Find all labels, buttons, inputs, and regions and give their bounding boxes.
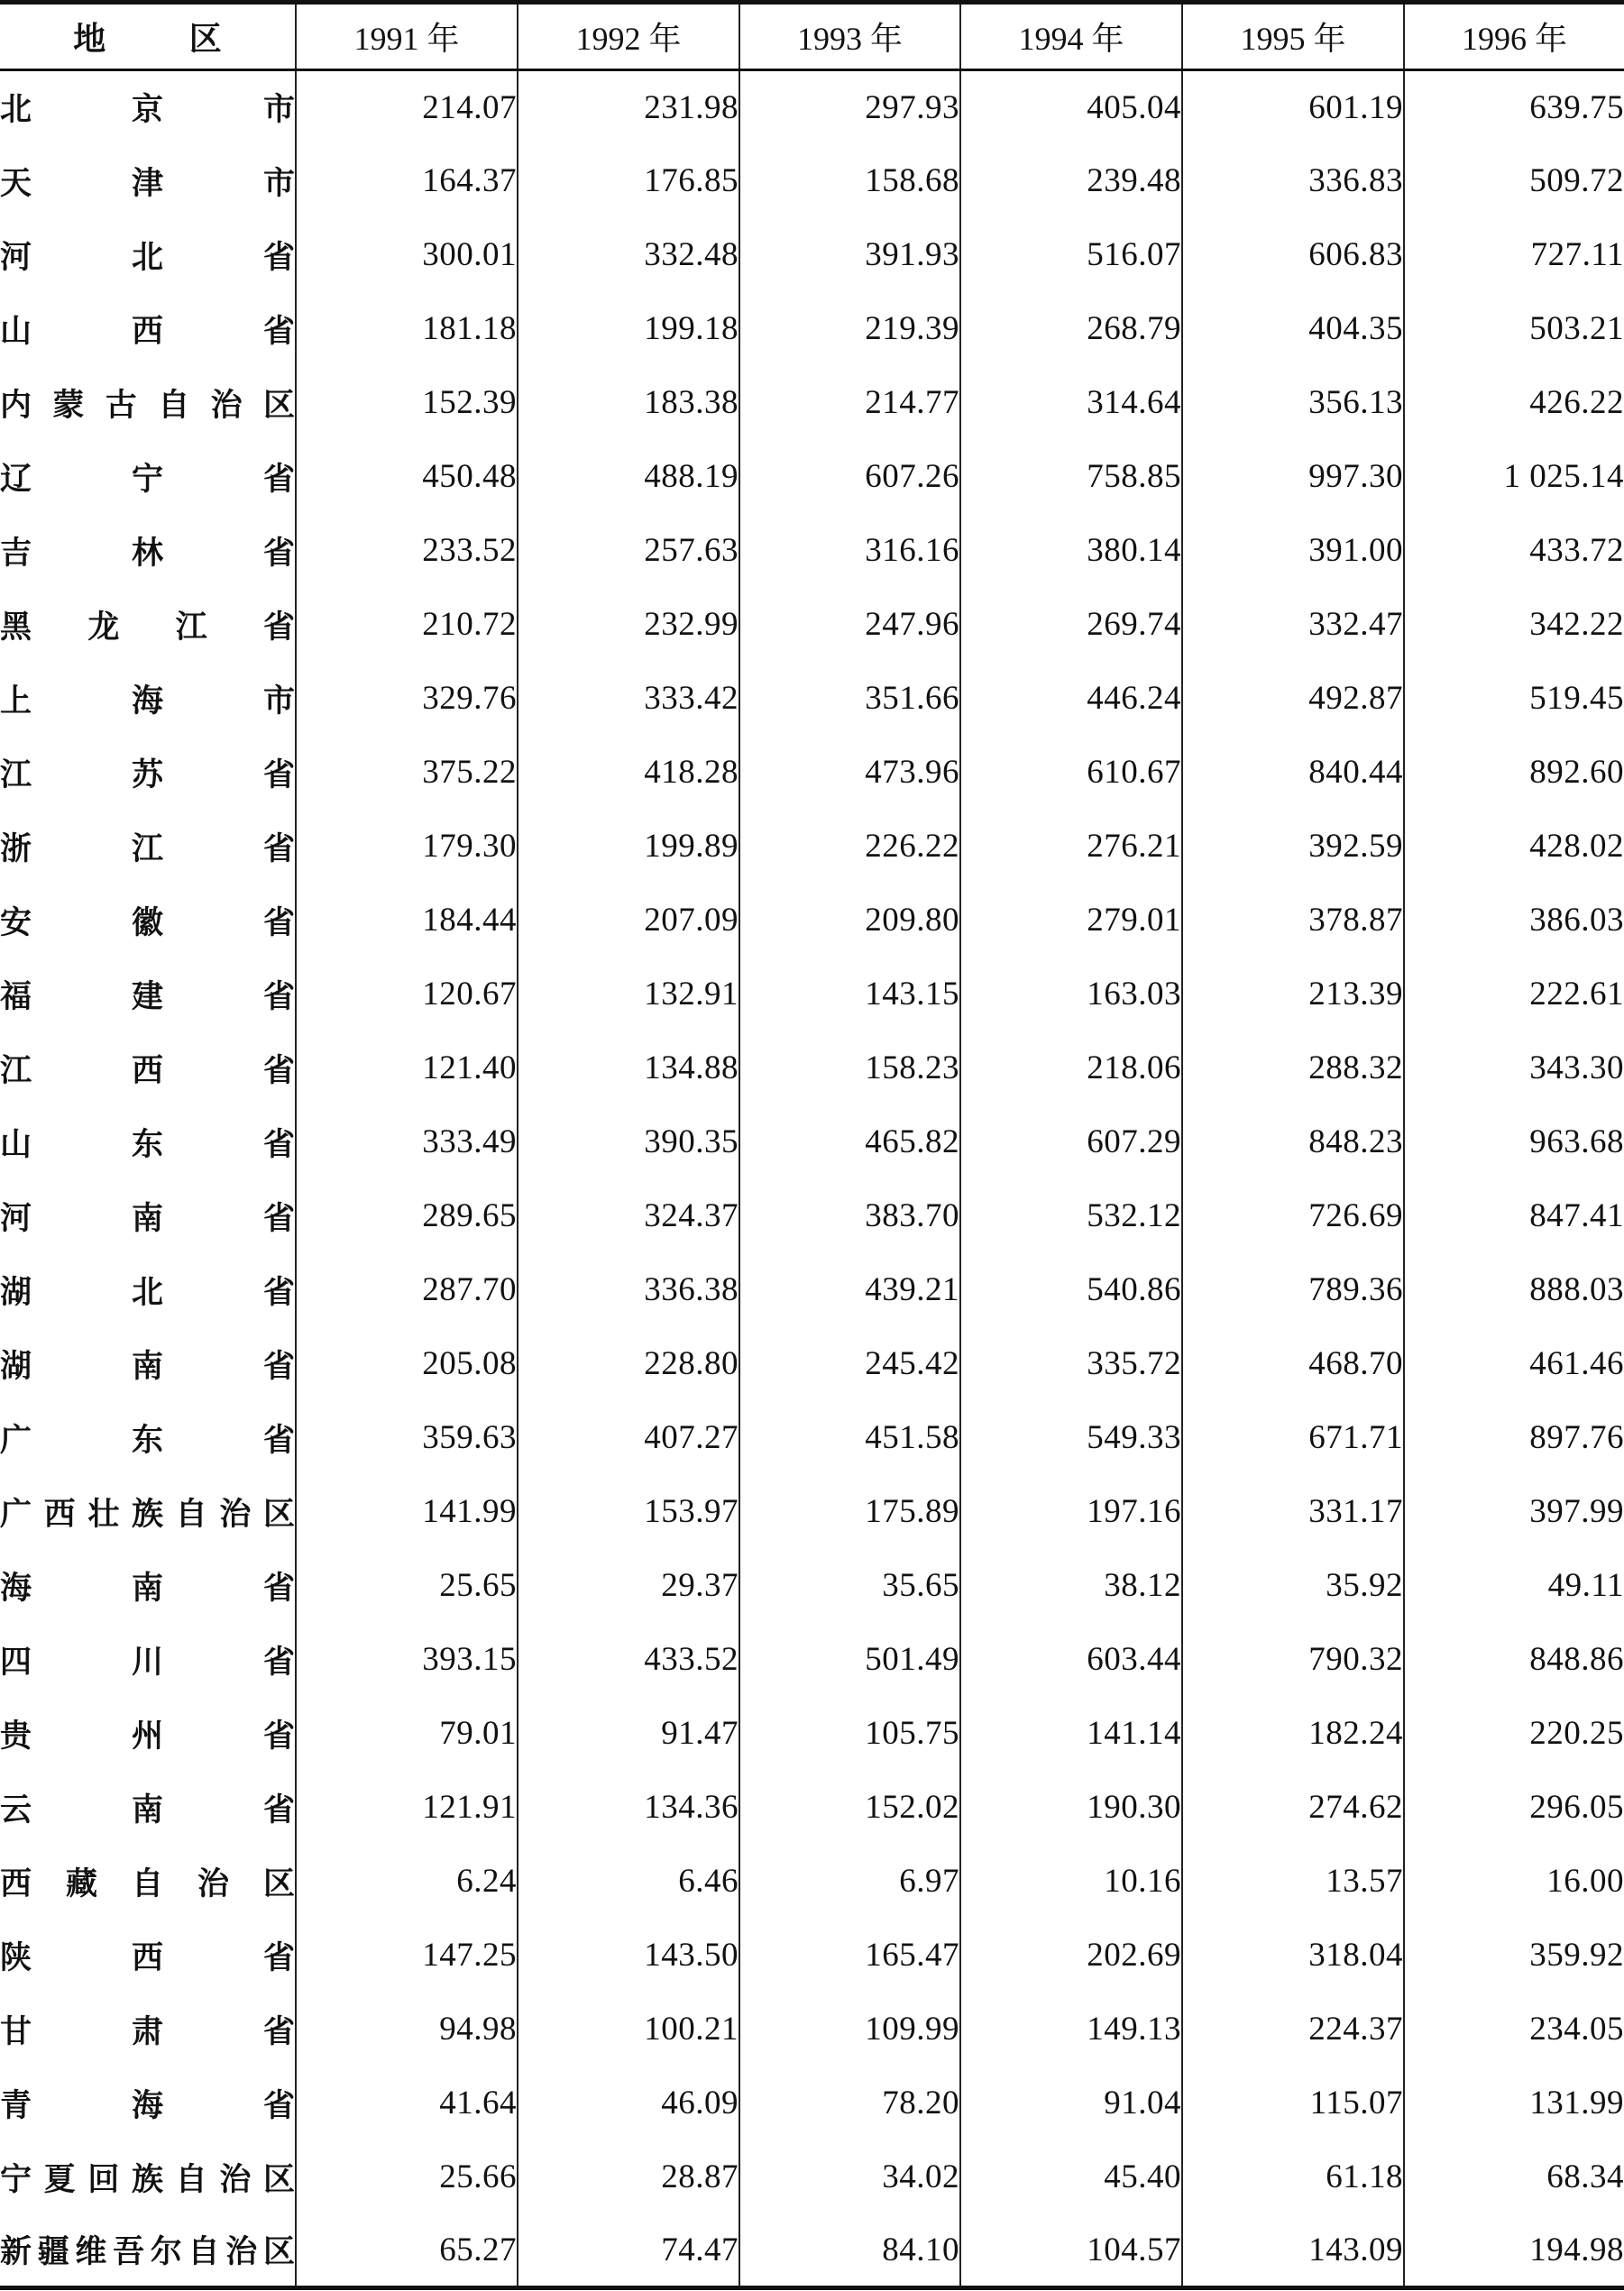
value-cell: 197.16 (960, 1475, 1182, 1549)
value-cell: 158.68 (739, 144, 960, 218)
region-cell: 辽宁省 (0, 461, 295, 498)
value-cell: 35.65 (739, 1549, 960, 1623)
value-cell: 540.86 (960, 1253, 1182, 1327)
value-cell: 143.09 (1182, 2214, 1404, 2288)
value-cell: 1 025.14 (1404, 440, 1624, 514)
table-row (0, 2140, 1624, 2214)
table-row (0, 662, 1624, 736)
table-row (0, 1031, 1624, 1105)
table-header (0, 3, 1624, 70)
value-cell: 336.83 (1182, 144, 1404, 218)
value-cell: 380.14 (960, 514, 1182, 588)
value-cell: 501.49 (739, 1623, 960, 1697)
table-row (0, 1401, 1624, 1475)
value-cell: 671.71 (1182, 1401, 1404, 1475)
header-cell-year: 1995 年 (1182, 3, 1404, 70)
region-cell: 新疆维吾尔自治区 (0, 2234, 295, 2271)
table-row (0, 1993, 1624, 2066)
value-cell: 391.00 (1182, 514, 1404, 588)
value-cell: 226.22 (739, 810, 960, 884)
value-cell: 390.35 (518, 1105, 739, 1179)
value-cell: 152.02 (739, 1771, 960, 1845)
value-cell: 639.75 (1404, 70, 1624, 144)
table-row (0, 1475, 1624, 1549)
value-cell: 165.47 (739, 1919, 960, 1993)
value-cell: 143.15 (739, 958, 960, 1031)
value-cell: 888.03 (1404, 1253, 1624, 1327)
table-row (0, 1845, 1624, 1919)
value-cell: 336.38 (518, 1253, 739, 1327)
table-row (0, 1179, 1624, 1253)
region-cell: 安徽省 (0, 904, 295, 941)
value-cell: 549.33 (960, 1401, 1182, 1475)
table-row (0, 70, 1624, 144)
region-cell: 北京市 (0, 92, 295, 129)
value-cell: 181.18 (296, 292, 518, 366)
table-row (0, 884, 1624, 958)
value-cell: 439.21 (739, 1253, 960, 1327)
value-cell: 84.10 (739, 2214, 960, 2288)
region-cell: 四川省 (0, 1644, 295, 1681)
value-cell: 222.61 (1404, 958, 1624, 1031)
region-cell: 江苏省 (0, 756, 295, 793)
value-cell: 726.69 (1182, 1179, 1404, 1253)
value-cell: 318.04 (1182, 1919, 1404, 1993)
value-cell: 131.99 (1404, 2066, 1624, 2140)
value-cell: 428.02 (1404, 810, 1624, 884)
value-cell: 233.52 (296, 514, 518, 588)
value-cell: 25.66 (296, 2140, 518, 2214)
region-cell: 西藏自治区 (0, 1865, 295, 1902)
value-cell: 149.13 (960, 1993, 1182, 2066)
table-row (0, 1327, 1624, 1401)
value-cell: 892.60 (1404, 736, 1624, 810)
value-cell: 214.77 (739, 366, 960, 440)
value-cell: 120.67 (296, 958, 518, 1031)
value-cell: 68.34 (1404, 2140, 1624, 2214)
value-cell: 207.09 (518, 884, 739, 958)
header-cell-year: 1991 年 (296, 3, 518, 70)
value-cell: 383.70 (739, 1179, 960, 1253)
value-cell: 25.65 (296, 1549, 518, 1623)
region-cell: 天津市 (0, 165, 295, 202)
value-cell: 91.47 (518, 1697, 739, 1771)
table-row (0, 1253, 1624, 1327)
value-cell: 29.37 (518, 1549, 739, 1623)
value-cell: 375.22 (296, 736, 518, 810)
value-cell: 35.92 (1182, 1549, 1404, 1623)
value-cell: 404.35 (1182, 292, 1404, 366)
region-cell: 宁夏回族自治区 (0, 2161, 295, 2198)
table-row (0, 736, 1624, 810)
value-cell: 91.04 (960, 2066, 1182, 2140)
table-row (0, 218, 1624, 292)
value-cell: 789.36 (1182, 1253, 1404, 1327)
value-cell: 184.44 (296, 884, 518, 958)
value-cell: 473.96 (739, 736, 960, 810)
value-cell: 324.37 (518, 1179, 739, 1253)
value-cell: 214.07 (296, 70, 518, 144)
table-row (0, 1623, 1624, 1697)
table-body (0, 70, 1624, 2288)
value-cell: 343.30 (1404, 1031, 1624, 1105)
value-cell: 727.11 (1404, 218, 1624, 292)
value-cell: 329.76 (296, 662, 518, 736)
table-row (0, 1919, 1624, 1993)
value-cell: 164.37 (296, 144, 518, 218)
value-cell: 287.70 (296, 1253, 518, 1327)
region-cell: 云南省 (0, 1792, 295, 1828)
region-cell: 湖南省 (0, 1348, 295, 1385)
value-cell: 461.46 (1404, 1327, 1624, 1401)
value-cell: 65.27 (296, 2214, 518, 2288)
value-cell: 790.32 (1182, 1623, 1404, 1697)
region-cell: 河北省 (0, 239, 295, 276)
value-cell: 121.91 (296, 1771, 518, 1845)
value-cell: 247.96 (739, 588, 960, 662)
table-row (0, 1549, 1624, 1623)
value-cell: 194.98 (1404, 2214, 1624, 2288)
value-cell: 601.19 (1182, 70, 1404, 144)
value-cell: 392.59 (1182, 810, 1404, 884)
value-cell: 331.17 (1182, 1475, 1404, 1549)
region-cell: 陕西省 (0, 1939, 295, 1976)
header-cell-year: 1994 年 (960, 3, 1182, 70)
value-cell: 848.23 (1182, 1105, 1404, 1179)
region-cell: 山东省 (0, 1126, 295, 1163)
value-cell: 405.04 (960, 70, 1182, 144)
value-cell: 176.85 (518, 144, 739, 218)
value-cell: 134.88 (518, 1031, 739, 1105)
value-cell: 239.48 (960, 144, 1182, 218)
value-cell: 333.42 (518, 662, 739, 736)
value-cell: 509.72 (1404, 144, 1624, 218)
value-cell: 134.36 (518, 1771, 739, 1845)
value-cell: 78.20 (739, 2066, 960, 2140)
value-cell: 219.39 (739, 292, 960, 366)
value-cell: 153.97 (518, 1475, 739, 1549)
value-cell: 100.21 (518, 1993, 739, 2066)
value-cell: 446.24 (960, 662, 1182, 736)
value-cell: 94.98 (296, 1993, 518, 2066)
value-cell: 316.16 (739, 514, 960, 588)
header-cell-year: 1993 年 (739, 3, 960, 70)
value-cell: 49.11 (1404, 1549, 1624, 1623)
value-cell: 426.22 (1404, 366, 1624, 440)
value-cell: 132.91 (518, 958, 739, 1031)
table-row (0, 514, 1624, 588)
value-cell: 13.57 (1182, 1845, 1404, 1919)
value-cell: 104.57 (960, 2214, 1182, 2288)
value-cell: 202.69 (960, 1919, 1182, 1993)
value-cell: 314.64 (960, 366, 1182, 440)
value-cell: 38.12 (960, 1549, 1182, 1623)
value-cell: 603.44 (960, 1623, 1182, 1697)
value-cell: 503.21 (1404, 292, 1624, 366)
value-cell: 163.03 (960, 958, 1182, 1031)
value-cell: 963.68 (1404, 1105, 1624, 1179)
header-cell-year: 1992 年 (518, 3, 739, 70)
value-cell: 199.89 (518, 810, 739, 884)
value-cell: 231.98 (518, 70, 739, 144)
table-row (0, 1697, 1624, 1771)
value-cell: 175.89 (739, 1475, 960, 1549)
value-cell: 606.83 (1182, 218, 1404, 292)
value-cell: 105.75 (739, 1697, 960, 1771)
region-cell: 广东省 (0, 1422, 295, 1459)
region-cell: 吉林省 (0, 535, 295, 572)
value-cell: 418.28 (518, 736, 739, 810)
value-cell: 332.48 (518, 218, 739, 292)
value-cell: 610.67 (960, 736, 1182, 810)
region-cell: 内蒙古自治区 (0, 387, 295, 424)
value-cell: 465.82 (739, 1105, 960, 1179)
header-row (0, 3, 1624, 70)
table-row (0, 1771, 1624, 1845)
value-cell: 228.80 (518, 1327, 739, 1401)
table-row (0, 588, 1624, 662)
table-row (0, 144, 1624, 218)
value-cell: 257.63 (518, 514, 739, 588)
region-cell: 黑龙江省 (0, 609, 295, 646)
value-cell: 607.26 (739, 440, 960, 514)
value-cell: 332.47 (1182, 588, 1404, 662)
value-cell: 224.37 (1182, 1993, 1404, 2066)
value-cell: 61.18 (1182, 2140, 1404, 2214)
value-cell: 279.01 (960, 884, 1182, 958)
value-cell: 245.42 (739, 1327, 960, 1401)
value-cell: 121.40 (296, 1031, 518, 1105)
value-cell: 28.87 (518, 2140, 739, 2214)
value-cell: 359.92 (1404, 1919, 1624, 1993)
value-cell: 141.14 (960, 1697, 1182, 1771)
region-cell: 河南省 (0, 1200, 295, 1237)
value-cell: 41.64 (296, 2066, 518, 2140)
value-cell: 758.85 (960, 440, 1182, 514)
table-row (0, 958, 1624, 1031)
value-cell: 158.23 (739, 1031, 960, 1105)
value-cell: 269.74 (960, 588, 1182, 662)
value-cell: 209.80 (739, 884, 960, 958)
value-cell: 333.49 (296, 1105, 518, 1179)
value-cell: 183.38 (518, 366, 739, 440)
value-cell: 532.12 (960, 1179, 1182, 1253)
value-cell: 488.19 (518, 440, 739, 514)
value-cell: 468.70 (1182, 1327, 1404, 1401)
value-cell: 152.39 (296, 366, 518, 440)
value-cell: 213.39 (1182, 958, 1404, 1031)
value-cell: 433.52 (518, 1623, 739, 1697)
value-cell: 386.03 (1404, 884, 1624, 958)
value-cell: 407.27 (518, 1401, 739, 1475)
value-cell: 6.24 (296, 1845, 518, 1919)
table-row (0, 292, 1624, 366)
value-cell: 6.97 (739, 1845, 960, 1919)
value-cell: 378.87 (1182, 884, 1404, 958)
value-cell: 34.02 (739, 2140, 960, 2214)
value-cell: 74.47 (518, 2214, 739, 2288)
value-cell: 297.93 (739, 70, 960, 144)
table-row (0, 366, 1624, 440)
table-row (0, 2066, 1624, 2140)
value-cell: 143.50 (518, 1919, 739, 1993)
region-cell: 上海市 (0, 683, 295, 719)
header-cell-year: 1996 年 (1404, 3, 1624, 70)
value-cell: 182.24 (1182, 1697, 1404, 1771)
value-cell: 450.48 (296, 440, 518, 514)
table-row (0, 440, 1624, 514)
region-cell: 贵州省 (0, 1718, 295, 1755)
region-cell: 青海省 (0, 2087, 295, 2124)
value-cell: 607.29 (960, 1105, 1182, 1179)
value-cell: 300.01 (296, 218, 518, 292)
value-cell: 190.30 (960, 1771, 1182, 1845)
value-cell: 492.87 (1182, 662, 1404, 736)
value-cell: 6.46 (518, 1845, 739, 1919)
value-cell: 268.79 (960, 292, 1182, 366)
value-cell: 289.65 (296, 1179, 518, 1253)
value-cell: 276.21 (960, 810, 1182, 884)
value-cell: 16.00 (1404, 1845, 1624, 1919)
value-cell: 335.72 (960, 1327, 1182, 1401)
value-cell: 115.07 (1182, 2066, 1404, 2140)
value-cell: 897.76 (1404, 1401, 1624, 1475)
value-cell: 848.86 (1404, 1623, 1624, 1697)
value-cell: 519.45 (1404, 662, 1624, 736)
value-cell: 393.15 (296, 1623, 518, 1697)
value-cell: 45.40 (960, 2140, 1182, 2214)
value-cell: 199.18 (518, 292, 739, 366)
value-cell: 296.05 (1404, 1771, 1624, 1845)
value-cell: 218.06 (960, 1031, 1182, 1105)
value-cell: 433.72 (1404, 514, 1624, 588)
region-cell: 江西省 (0, 1052, 295, 1089)
table-row (0, 2214, 1624, 2288)
value-cell: 840.44 (1182, 736, 1404, 810)
value-cell: 451.58 (739, 1401, 960, 1475)
value-cell: 274.62 (1182, 1771, 1404, 1845)
value-cell: 220.25 (1404, 1697, 1624, 1771)
value-cell: 288.32 (1182, 1031, 1404, 1105)
region-cell: 甘肃省 (0, 2013, 295, 2050)
value-cell: 141.99 (296, 1475, 518, 1549)
value-cell: 847.41 (1404, 1179, 1624, 1253)
value-cell: 10.16 (960, 1845, 1182, 1919)
region-cell: 湖北省 (0, 1274, 295, 1311)
value-cell: 397.99 (1404, 1475, 1624, 1549)
value-cell: 234.05 (1404, 1993, 1624, 2066)
value-cell: 210.72 (296, 588, 518, 662)
value-cell: 147.25 (296, 1919, 518, 1993)
region-cell: 广西壮族自治区 (0, 1496, 295, 1533)
value-cell: 342.22 (1404, 588, 1624, 662)
value-cell: 109.99 (739, 1993, 960, 2066)
table-row (0, 1105, 1624, 1179)
region-cell: 福建省 (0, 978, 295, 1015)
value-cell: 79.01 (296, 1697, 518, 1771)
table-row (0, 810, 1624, 884)
region-cell: 浙江省 (0, 830, 295, 867)
header-cell-region: 地 区 (0, 3, 296, 70)
value-cell: 179.30 (296, 810, 518, 884)
value-cell: 46.09 (518, 2066, 739, 2140)
value-cell: 997.30 (1182, 440, 1404, 514)
value-cell: 351.66 (739, 662, 960, 736)
region-cell: 山西省 (0, 313, 295, 350)
value-cell: 391.93 (739, 218, 960, 292)
value-cell: 359.63 (296, 1401, 518, 1475)
value-cell: 356.13 (1182, 366, 1404, 440)
value-cell: 516.07 (960, 218, 1182, 292)
value-cell: 232.99 (518, 588, 739, 662)
region-cell: 海南省 (0, 1570, 295, 1607)
value-cell: 205.08 (296, 1327, 518, 1401)
